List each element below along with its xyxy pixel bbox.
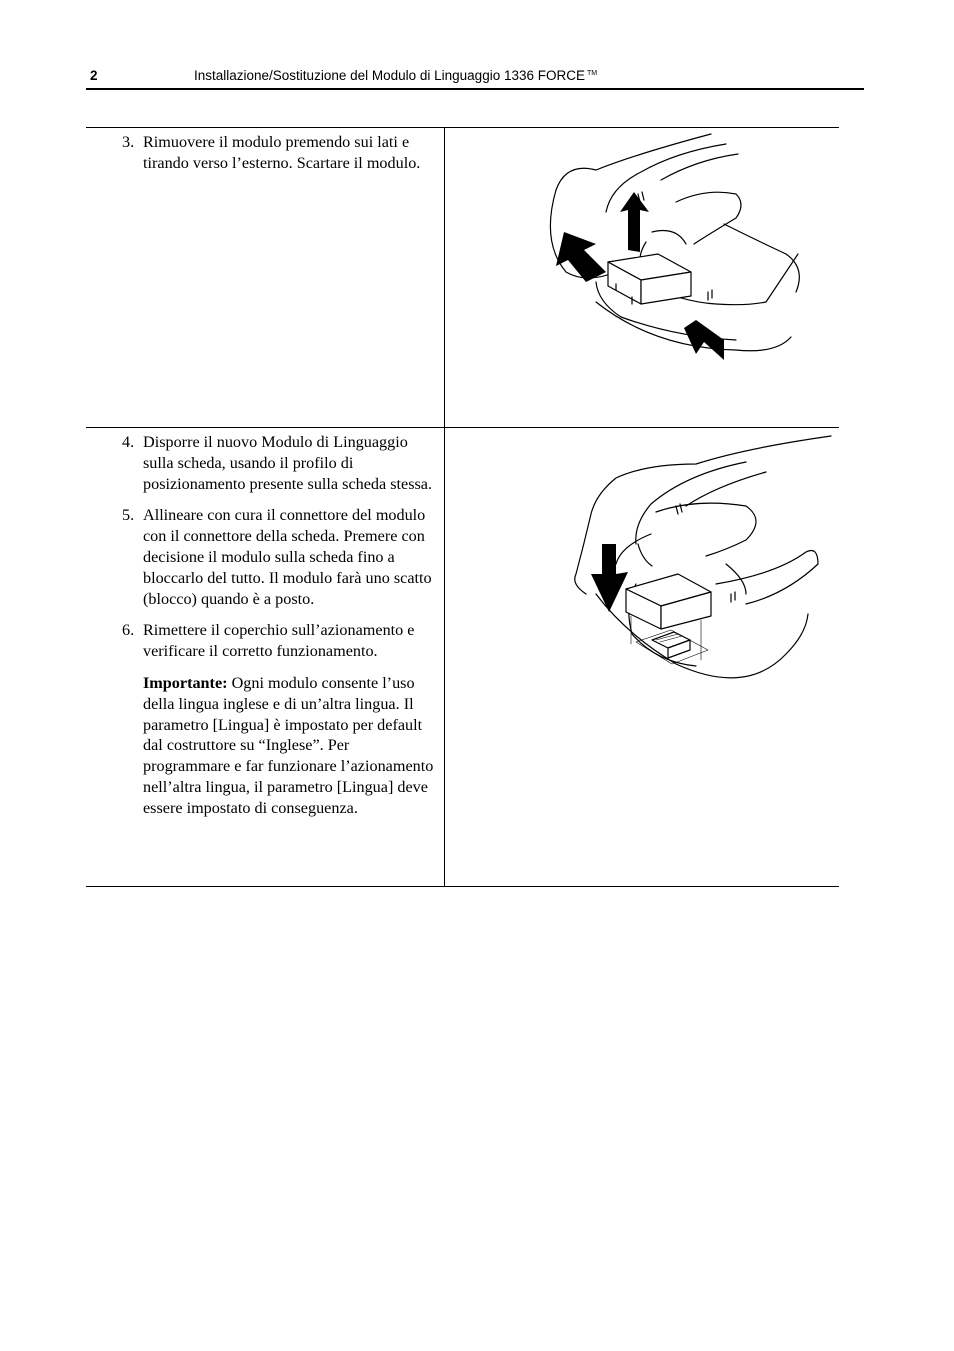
page-number: 2 <box>90 68 98 83</box>
page-header <box>86 66 864 90</box>
step-5 <box>122 505 438 609</box>
instruction-row-install <box>86 427 839 887</box>
step-number: 3. <box>122 133 135 151</box>
step-number: 5. <box>122 506 135 525</box>
step-text: Rimuovere il modulo premendo sui lati e tirando verso l’esterno. Scartare il modulo. <box>143 133 421 172</box>
step-4 <box>122 432 438 494</box>
arrow-up-icon <box>620 192 649 252</box>
step-number: 4. <box>122 433 135 451</box>
column-divider <box>444 428 445 886</box>
arrow-left-press-icon <box>556 232 606 282</box>
remove-module-illustration <box>446 132 836 372</box>
instruction-text-cell <box>122 132 438 185</box>
note-text: Ogni modulo consente l’uso della lingua inglese e di un’altra lingua. Il parametro [Lingua] è impostato per default dal costruttore su “Inglese”. Per programmare e far funzionare l’azionamento nell’altra lingua, il parametro [Lingua] deve essere impostato di conseguenza. <box>143 673 434 817</box>
arrow-right-press-icon <box>684 320 724 360</box>
important-note <box>143 673 438 819</box>
running-title: Installazione/Sostituzione del Modulo di Linguaggio 1336 FORCE ™ <box>194 68 598 83</box>
instruction-text-cell <box>122 432 438 819</box>
arrow-down-icon <box>591 544 628 612</box>
step-text: Allineare con cura il connettore del modulo con il connettore della scheda. Premere con decisione il modulo sulla scheda fino a bloccarlo del tutto. Il modulo farà uno scatto (blocco) quando è a posto. <box>143 506 432 608</box>
step-6 <box>122 620 438 662</box>
trademark-mark: TM <box>587 69 598 77</box>
note-label: Importante: <box>143 673 228 692</box>
instruction-row-remove <box>86 127 839 428</box>
column-divider <box>444 128 445 428</box>
install-module-illustration <box>446 434 836 704</box>
step-text: Disporre il nuovo Modulo di Linguaggio sulla scheda, usando il profilo di posizionamento presente sulla scheda stessa. <box>143 433 433 493</box>
step-number: 6. <box>122 621 135 640</box>
step-text: Rimettere il coperchio sull’azionamento e verificare il corretto funzionamento. <box>143 621 415 661</box>
step-3 <box>122 132 438 174</box>
